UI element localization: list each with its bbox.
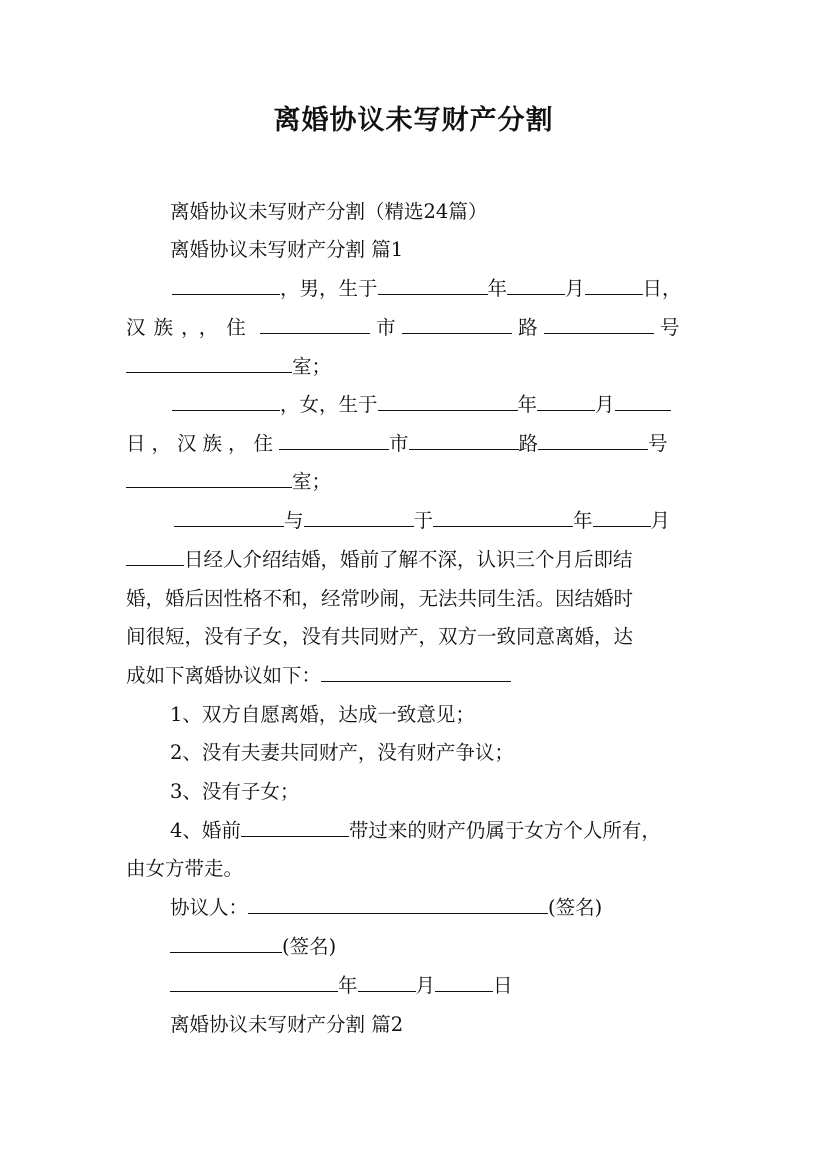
blank-man-name <box>172 272 280 295</box>
man-info-line2: 汉族，，住 市 路 号 <box>126 309 680 347</box>
marriage-line1: 与 于 年 月 <box>174 502 670 540</box>
section-heading-1: 离婚协议未写财产分割 篇1 <box>170 238 404 261</box>
blank-woman-year <box>378 388 518 411</box>
blank-item4 <box>241 814 349 837</box>
document-title: 离婚协议未写财产分割 <box>273 105 554 136</box>
blank-man-number <box>544 311 654 334</box>
woman-info-line2: 日，汉族，住 市 路 号 <box>126 425 668 463</box>
man-info-line1: ，男，生于 年 月 日， <box>172 270 682 308</box>
blank-woman-city <box>279 427 389 450</box>
blank-agreement <box>321 659 511 682</box>
marriage-line4: 间很短，没有子女，没有共同财产，双方一致同意离婚，达 <box>126 625 634 648</box>
agreement-item-1: 1、双方自愿离婚，达成一致意见； <box>170 703 475 726</box>
blank-marriage-month <box>593 504 651 527</box>
blank-man-road <box>402 311 512 334</box>
marriage-line2: 日经人介绍结婚，婚前了解不深，认识三个月后即结 <box>126 541 633 579</box>
blank-party-a <box>174 504 284 527</box>
blank-woman-month <box>537 388 595 411</box>
blank-marriage-day <box>126 543 184 566</box>
blank-man-city <box>260 311 370 334</box>
blank-signature-1 <box>248 891 548 914</box>
blank-woman-number <box>538 427 648 450</box>
blank-signature-2 <box>170 930 282 953</box>
blank-sign-month <box>358 969 416 992</box>
blank-marriage-year <box>433 504 573 527</box>
blank-sign-year <box>170 969 338 992</box>
blank-woman-room <box>126 465 292 488</box>
woman-info-line3: 室； <box>126 463 331 501</box>
blank-woman-name <box>172 388 280 411</box>
blank-party-b <box>304 504 414 527</box>
intro-line: 离婚协议未写财产分割（精选24篇） <box>170 200 488 223</box>
blank-man-day <box>585 272 643 295</box>
agreement-item-4: 4、婚前 带过来的财产仍属于女方个人所有， <box>170 812 661 850</box>
agreement-item-4-cont: 由女方带走。 <box>126 857 244 880</box>
signature-line1: 协议人： (签名) <box>170 889 602 927</box>
marriage-line3: 婚，婚后因性格不和，经常吵闹，无法共同生活。因结婚时 <box>126 587 634 610</box>
blank-sign-day <box>435 969 493 992</box>
blank-man-room <box>126 350 292 373</box>
blank-man-month <box>507 272 565 295</box>
section-heading-2: 离婚协议未写财产分割 篇2 <box>170 1013 404 1036</box>
blank-woman-day <box>615 388 671 411</box>
blank-woman-road <box>409 427 519 450</box>
man-info-line3: 室； <box>126 348 331 386</box>
signature-line2: (签名) <box>170 928 336 966</box>
agreement-item-3: 3、没有子女； <box>170 780 300 803</box>
blank-man-year <box>378 272 488 295</box>
woman-info-line1: ，女，生于 年 月 <box>172 386 671 424</box>
agreement-item-2: 2、没有夫妻共同财产，没有财产争议； <box>170 741 514 764</box>
marriage-line5: 成如下离婚协议如下： <box>126 657 511 695</box>
signature-date: 年 月 日 <box>170 967 513 1005</box>
